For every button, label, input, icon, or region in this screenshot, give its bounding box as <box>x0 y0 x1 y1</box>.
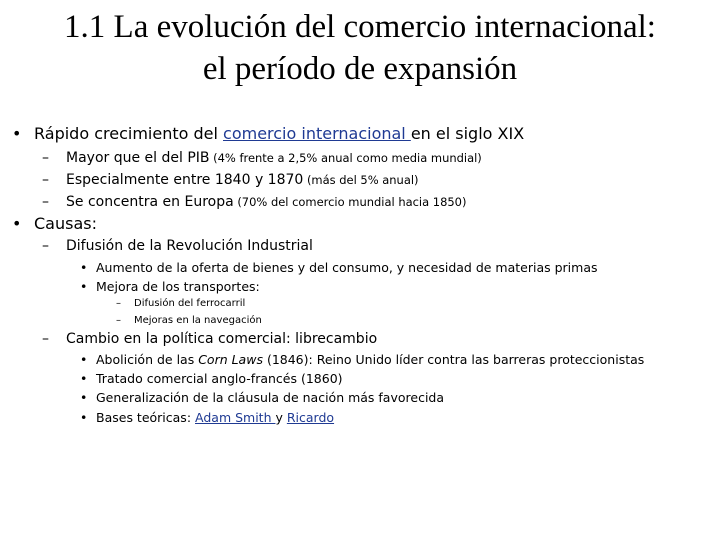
item-corn-laws-prefix: Abolición de las <box>96 352 199 367</box>
bullet-causas: Causas: <box>34 214 97 233</box>
sub-bullet-pib-note: (4% frente a 2,5% anual como media mundial) <box>209 151 482 165</box>
sub-bullet-1840-note: (más del 5% anual) <box>303 173 419 187</box>
dash-marker: – <box>42 172 49 188</box>
bullet-marker: • <box>12 124 22 143</box>
item-corn-laws <box>96 352 644 367</box>
bullet-marker: • <box>80 410 88 425</box>
sub-bullet-1840-text: Especialmente entre 1840 y 1870 <box>66 172 304 188</box>
link-ricardo[interactable]: Ricardo <box>286 410 335 425</box>
bullet-marker: • <box>80 352 88 367</box>
item-clausula: Generalización de la cláusula de nación más favorecida <box>96 390 445 405</box>
dash-marker: – <box>42 194 49 210</box>
sub-bullet-europa-text: Se concentra en Europa <box>66 194 234 210</box>
slide-title-line-1: 1.1 La evolución del comercio internacional: <box>64 9 656 45</box>
sub-bullet-europa <box>66 194 466 210</box>
sub-bullet-1840 <box>66 172 419 188</box>
sub-bullet-pib <box>66 150 482 166</box>
item-ferrocarril: Difusión del ferrocarril <box>134 298 246 309</box>
bullet-marker: • <box>12 214 22 233</box>
item-bases-teoricas <box>96 410 334 425</box>
link-comercio-internacional[interactable]: comercio internacional <box>223 124 411 143</box>
sub-bullet-librecambio: Cambio en la política comercial: librecambio <box>66 331 378 347</box>
slide-title-line-2: el período de expansión <box>202 51 518 87</box>
bullet-marker: • <box>80 279 88 294</box>
dash-marker: – <box>42 150 49 166</box>
bullet-growth-suffix: en el siglo XIX <box>410 124 525 143</box>
dash-marker: – <box>116 298 121 309</box>
item-transportes: Mejora de los transportes: <box>96 279 260 294</box>
bullet-marker: • <box>80 390 88 405</box>
sub-bullet-revolucion: Difusión de la Revolución Industrial <box>66 238 313 254</box>
item-bases-prefix: Bases teóricas: <box>96 410 196 425</box>
link-adam-smith[interactable]: Adam Smith <box>195 410 276 425</box>
item-tratado: Tratado comercial anglo-francés (1860) <box>96 371 343 386</box>
bullet-marker: • <box>80 260 88 275</box>
bullet-growth <box>34 124 524 143</box>
item-navegacion: Mejoras en la navegación <box>134 315 262 326</box>
bullet-growth-text: Rápido crecimiento del <box>34 124 224 143</box>
sub-bullet-pib-text: Mayor que el del PIB <box>66 150 210 166</box>
item-corn-laws-emphasis: Corn Laws <box>198 352 263 367</box>
item-corn-laws-suffix: (1846): Reino Unido líder contra las barreras proteccionistas <box>262 352 645 367</box>
item-oferta: Aumento de la oferta de bienes y del consumo, y necesidad de materias primas <box>96 260 598 275</box>
dash-marker: – <box>116 315 121 326</box>
sub-bullet-europa-note: (70% del comercio mundial hacia 1850) <box>233 195 467 209</box>
dash-marker: – <box>42 238 49 254</box>
item-bases-mid: y <box>275 410 287 425</box>
dash-marker: – <box>42 331 49 347</box>
bullet-marker: • <box>80 371 88 386</box>
